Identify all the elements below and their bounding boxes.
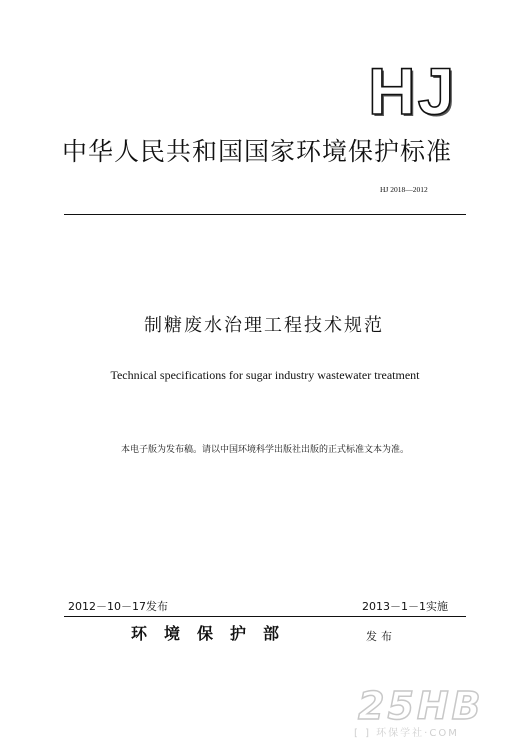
issue-date: 2012－10－17发布 <box>68 600 168 613</box>
standard-code: HJ 2018—2012 <box>380 185 428 194</box>
watermark <box>350 684 526 745</box>
issuing-authority: 环境保护部 <box>131 624 297 643</box>
document-title: 制糖废水治理工程技术规范 <box>144 315 384 336</box>
watermark-subtext: [ ] 环保学社·COM <box>354 728 459 739</box>
standard-category-title: 中华人民共和国国家环境保护标准 <box>62 137 453 166</box>
issue-label: 发布 <box>366 630 396 643</box>
bottom-divider <box>64 616 466 617</box>
hj-logo: HJ <box>368 54 457 128</box>
electronic-version-notice: 本电子版为发布稿。请以中国环境科学出版社出版的正式标准文本为准。 <box>120 445 409 455</box>
document-subtitle: Technical specifications for sugar industry wastewater treatment <box>110 368 420 382</box>
implementation-date: 2013－1－1实施 <box>362 600 448 613</box>
watermark-logo: 25HB <box>358 684 484 728</box>
top-divider <box>64 214 466 215</box>
